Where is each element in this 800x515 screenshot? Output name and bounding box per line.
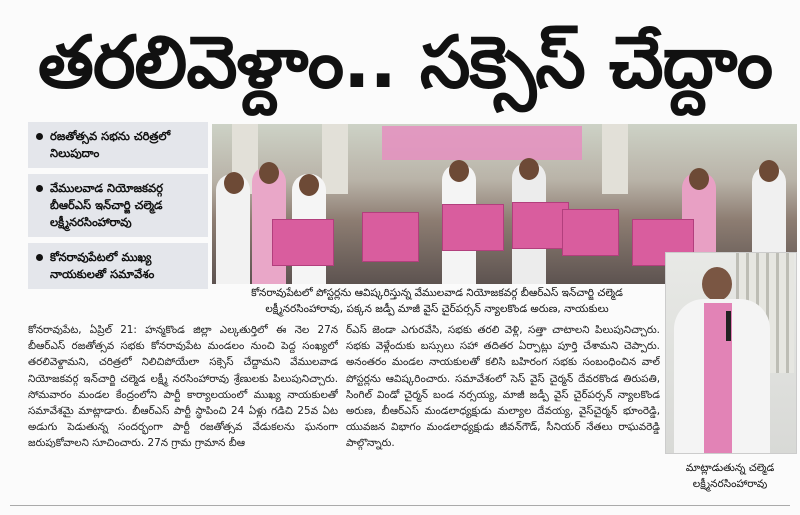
bullet-icon — [36, 254, 43, 261]
poster — [362, 212, 419, 262]
person-head — [259, 162, 279, 184]
microphone-icon — [726, 311, 731, 341]
person-head — [299, 174, 319, 196]
highlight-text: కోనరావుపేటలో ముఖ్య నాయకులతో సమావేశం — [50, 250, 155, 281]
background-banner — [382, 126, 582, 160]
highlight-item — [28, 174, 208, 237]
person-head — [519, 158, 539, 180]
poster — [442, 204, 504, 251]
bullet-icon — [36, 133, 43, 140]
person-head — [449, 160, 469, 182]
article-column-1: కోనరావుపేట, ఏప్రిల్ 21: హన్మకొండ జిల్లా ఎల్కతుర్తిలో ఈ నెల 27న బీఆర్ఎస్ రజతోత్సవ సభకు కోనరావుపేట మండలం నుంచి పెద్ద సంఖ్యలో తరలివెళ్దామని, చరిత్రలో నిలిచిపోయేలా సక్సెస్ చేద్దామని వేములవాడ నియోజకవర్గ ఇన్‌చార్జి చల్మెడ లక్ష్మీ నరసింహారావు శ్రేణులకు పిలుపునిచ్చారు. సోమవారం మండల కేంద్రంలోని పార్టీ కార్యాలయంలో ముఖ్య నాయకులతో సమావేశమై మాట్లాడారు. బీఆర్ఎస్ పార్టీ స్థాపించి 24 ఏళ్లు గడిచి 25వ ఏట అడుగు పెడుతున్న సందర్భంగా పార్టీ రజతోత్సవ వేడుకలను ఘనంగా జరుపుకోవాలని సూచించారు. 27న గ్రామ గ్రామాన బీఆ — [28, 324, 338, 450]
bottom-rule — [10, 505, 790, 506]
person-head — [702, 267, 732, 301]
highlight-item — [28, 122, 208, 168]
poster — [512, 202, 569, 249]
inset-caption: మాట్లాడుతున్న చల్మెడ లక్ష్మీనరసింహారావు — [685, 462, 775, 490]
photo-caption: కోనరావుపేటలో పోస్టర్లను ఆవిష్కరిస్తున్న వేములవాడ నియోజకవర్గ బీఆర్ఎస్ ఇన్‌చార్జి చల్మెడ లక్ష్మీనరసింహారావు, పక్కన జడ్పీ మాజీ వైస్ చైర్‌పర్సన్ న్యాలకొండ అరుణ, నాయకులు — [251, 287, 623, 315]
pillar — [602, 124, 628, 194]
person-head — [224, 172, 244, 194]
poster — [272, 219, 334, 266]
pillar — [322, 124, 348, 194]
headline: తరలివెళ్దాం.. సక్సెస్ చేద్దాం — [37, 20, 773, 104]
highlight-item — [28, 243, 208, 289]
highlights-box — [28, 122, 208, 318]
highlight-text: రజతోత్సవ సభను చరిత్రలో నిలుపుదాం — [50, 129, 171, 160]
speaker-photo — [665, 252, 797, 454]
poster — [562, 209, 619, 256]
highlight-text: వేములవాడ నియోజకవర్గ బీఆర్ఎస్ ఇన్‌చార్జి చల్మెడ లక్ష్మీనరసింహారావు — [50, 181, 163, 229]
person-head — [689, 168, 709, 190]
bullet-icon — [36, 185, 43, 192]
person-head — [759, 160, 779, 182]
article-column-2: ర్ఎస్ జెండా ఎగురవేసి, సభకు తరలి వెళ్లి, సత్తా చాటాలని పిలుపునిచ్చారు. సభకు వెళ్లేందుకు బస్సులు సహా తదితర ఏర్పాట్లు పూర్తి చేశామని చెప్పారు. అనంతరం మండల నాయకులతో కలిసి బహిరంగ సభకు సంబంధించిన వాల్ పోస్టర్లను ఆవిష్కరించారు. సమావేశంలో సెస్ వైస్ చైర్మన్ దేవరకొండ తిరుపతి, సింగిల్ విండో చైర్మన్ బండ నర్సయ్య, మాజీ జడ్పీ వైస్ చైర్‌పర్సన్ న్యాలకొండ అరుణ, బీఆర్ఎస్ మండలాధ్యక్షుడు మల్యాల దేవయ్య, వైస్‌చైర్మన్ భూంరెడ్డి, యువజన విభాగం మండలాధ్యక్షుడు జీవన్‌గౌడ్, సీనియర్ నేతలు రాఘవరెడ్డి పాల్గొన్నారు. — [346, 324, 660, 450]
